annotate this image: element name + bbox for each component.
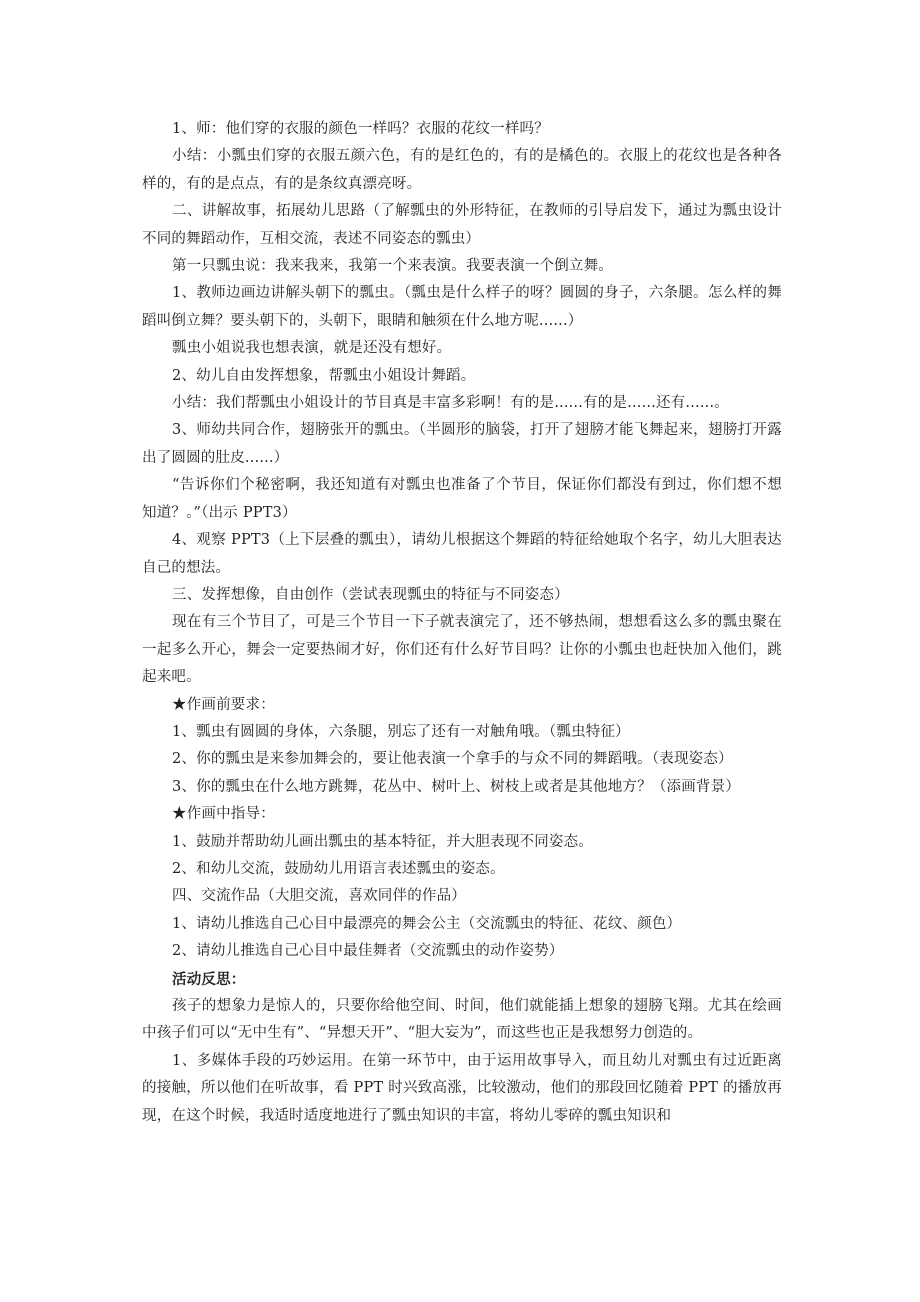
paragraph-3: 二、讲解故事，拓展幼儿思路（了解瓢虫的外形特征，在教师的引导启发下，通过为瓢虫设计不同的舞蹈动作，互相交流，表述不同姿态的瓢虫） (142, 203, 782, 247)
paragraph-26: 1、多媒体手段的巧妙运用。在第一环节中，由于运用故事导入，而且幼儿对瓢虫有过近距离的接触，所以他们在听故事，看 PPT 时兴致高涨，比较激动，他们的那段回忆随着 PPT 的播放再现，在这个时候，我适时适度地进行了瓢虫知识的丰富，将幼儿零碎的瓢虫知识和 (142, 1052, 782, 1124)
paragraph-13: 现在有三个节目了，可是三个节目一下子就表演完了，还不够热闹，想想看这么多的瓢虫聚在一起多么开心，舞会一定要热闹才好，你们还有什么好节目吗？让你的小瓢虫也赶快加入他们，跳起来吧。 (142, 614, 782, 686)
paragraph-11: 4、观察 PPT3（上下层叠的瓢虫），请幼儿根据这个舞蹈的特征给她取个名字，幼儿大胆表达自己的想法。 (142, 532, 782, 576)
paragraph-18: ★作画中指导： (172, 806, 275, 823)
paragraph-19: 1、鼓励并帮助幼儿画出瓢虫的基本特征，并大胆表现不同姿态。 (172, 833, 594, 850)
paragraph-2: 小结：小瓢虫们穿的衣服五颜六色，有的是红色的，有的是橘色的。衣服上的花纹也是各种各样的，有的是点点，有的是条纹真漂亮呀。 (142, 148, 782, 192)
paragraph-7: 2、幼儿自由发挥想象，帮瓢虫小姐设计舞蹈。 (172, 367, 476, 384)
paragraph-8: 小结：我们帮瓢虫小姐设计的节目真是丰富多彩啊！有的是......有的是......还有......。 (172, 395, 729, 412)
paragraph-15: 1、瓢虫有圆圆的身体，六条腿，别忘了还有一对触角哦。（瓢虫特征） (172, 723, 630, 740)
paragraph-9: 3、师幼共同合作，翅膀张开的瓢虫。（半圆形的脑袋，打开了翅膀才能飞舞起来，翅膀打开露出了圆圆的肚皮......） (142, 422, 782, 466)
document-page (142, 116, 782, 1130)
paragraph-1: 1、师：他们穿的衣服的颜色一样吗？衣服的花纹一样吗？ (172, 121, 549, 137)
paragraph-12: 三、发挥想像，自由创作（尝试表现瓢虫的特征与不同姿态） (172, 586, 569, 603)
paragraph-23: 2、请幼儿推选自己心目中最佳舞者（交流瓢虫的动作姿势） (172, 943, 564, 960)
paragraph-16: 2、你的瓢虫是来参加舞会的，要让他表演一个拿手的与众不同的舞蹈哦。（表现姿态） (172, 751, 733, 768)
reflection-heading: 活动反思： (172, 970, 246, 988)
paragraph-5: 1、教师边画边讲解头朝下的瓢虫。（瓢虫是什么样子的呀？圆圆的身子，六条腿。怎么样的舞蹈叫倒立舞？要头朝下的，头朝下，眼睛和触须在什么地方呢......） (142, 285, 782, 329)
paragraph-10: “告诉你们个秘密啊，我还知道有对瓢虫也准备了个节目，保证你们都没有到过，你们想不想知道？。”（出示 PPT3） (142, 477, 782, 521)
paragraph-14: ★作画前要求： (172, 696, 275, 713)
paragraph-25: 孩子的想象力是惊人的，只要你给他空间、时间，他们就能插上想象的翅膀飞翔。尤其在绘画中孩子们可以“无中生有”、“异想天开”、“胆大妄为”，而这些也正是我想努力创造的。 (142, 998, 782, 1042)
paragraph-17: 3、你的瓢虫在什么地方跳舞，花丛中、树叶上、树枝上或者是其他地方？（添画背景） (172, 778, 741, 795)
paragraph-22: 1、请幼儿推选自己心目中最漂亮的舞会公主（交流瓢虫的特征、花纹、颜色） (172, 915, 682, 932)
paragraph-6: 瓢虫小姐说我也想表演，就是还没有想好。 (172, 340, 452, 357)
paragraph-4: 第一只瓢虫说：我来我来，我第一个来表演。我要表演一个倒立舞。 (172, 258, 613, 275)
paragraph-21: 四、交流作品（大胆交流，喜欢同伴的作品） (172, 888, 466, 905)
paragraph-20: 2、和幼儿交流，鼓励幼儿用语言表述瓢虫的姿态。 (172, 860, 505, 877)
